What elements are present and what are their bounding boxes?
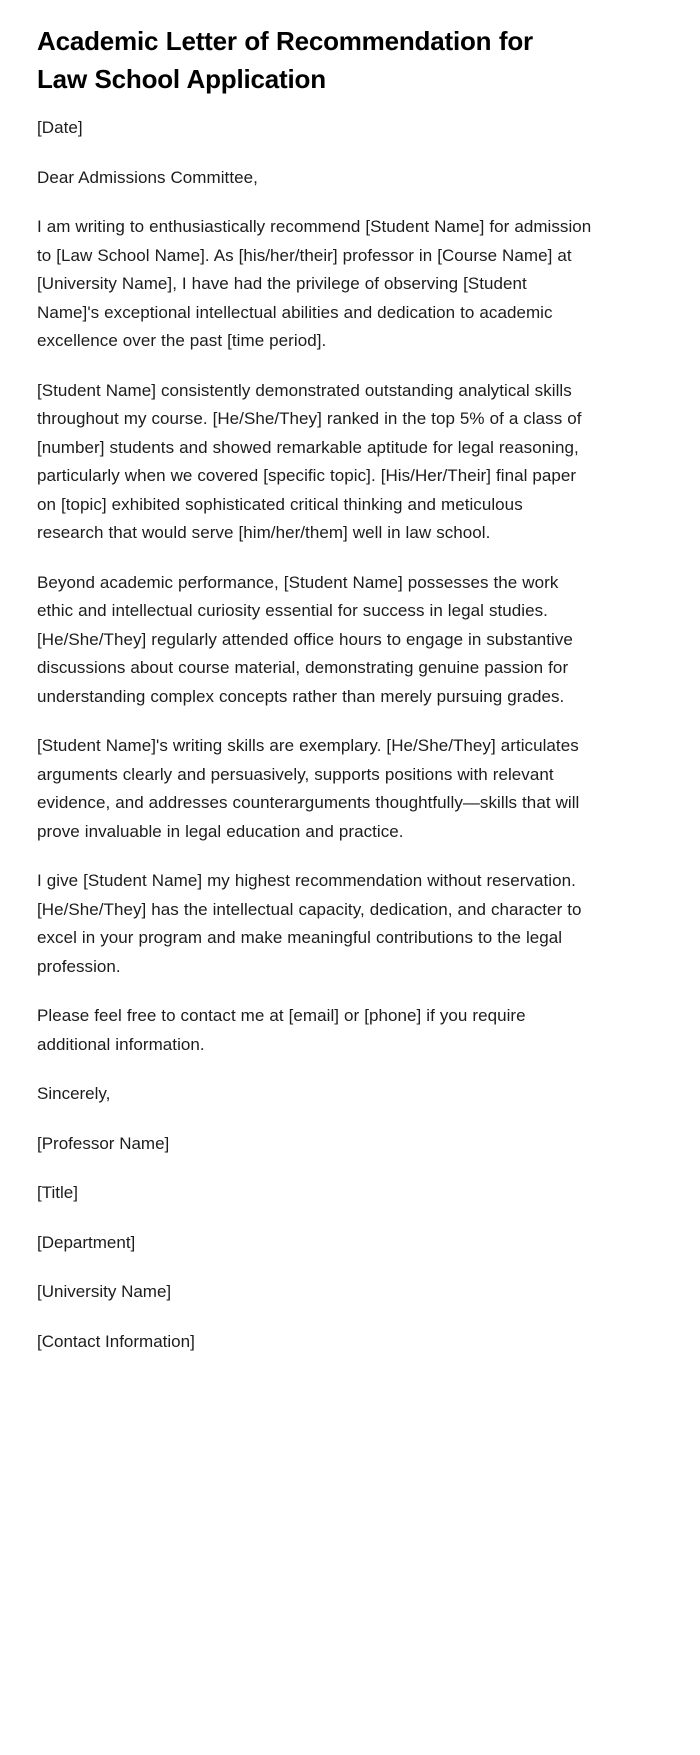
signature-title: [Title] [37,1183,78,1202]
letter-paragraph-2: [Student Name] consistently demonstrated outstanding analytical skills throughout my course. [He/She/They] ranked in the top 5% of a class of [number] students and showed remarkable aptitude for legal reasoning, particularly when we covered [specific topic]. [His/Her/Their] final paper on [topic] exhibited sophisticated critical thinking and meticulous research that would serve [him/her/them] well in law school. [37,380,582,542]
signature-contact-information: [Contact Information] [37,1331,195,1351]
letter-paragraph-6: Please feel free to contact me at [email] or [phone] if you require additional information. [37,1006,526,1054]
letter-paragraph-1: I am writing to enthusiastically recommend [Student Name] for admission to [Law School Name]. As [his/her/their] professor in [Course Name] at [University Name], I have had the privilege of observing [Student Name]'s exceptional intellectual abilities and dedication to academic excellence over the past [time period]. [37,217,592,350]
letter-paragraph-4: [Student Name]'s writing skills are exemplary. [He/She/They] articulates arguments clearly and persuasively, supports positions with relevant evidence, and addresses counterarguments thoughtfully—skills that will prove invaluable in legal education and practice. [37,736,580,841]
signature-department: [Department] [37,1232,136,1252]
closing-salutation: Sincerely, [37,1084,111,1103]
signature-university-name: [University Name] [37,1282,172,1301]
signature-professor-name: [Professor Name] [37,1133,170,1153]
page-title: Academic Letter of Recommendation for Law School Application [37,26,533,94]
date-placeholder: [Date] [37,118,83,137]
salutation: Dear Admissions Committee, [37,167,258,187]
letter-paragraph-3: Beyond academic performance, [Student Name] possesses the work ethic and intellectual curiosity essential for success in legal studies. [He/She/They] regularly attended office hours to engage in substantive discussions about course material, demonstrating genuine passion for understanding complex concepts rather than merely pursuing grades. [37,572,573,706]
letter-paragraph-5: I give [Student Name] my highest recommendation without reservation. [He/She/They] has the intellectual capacity, dedication, and character to excel in your program and make meaningful contributions to the legal profession. [37,871,582,976]
